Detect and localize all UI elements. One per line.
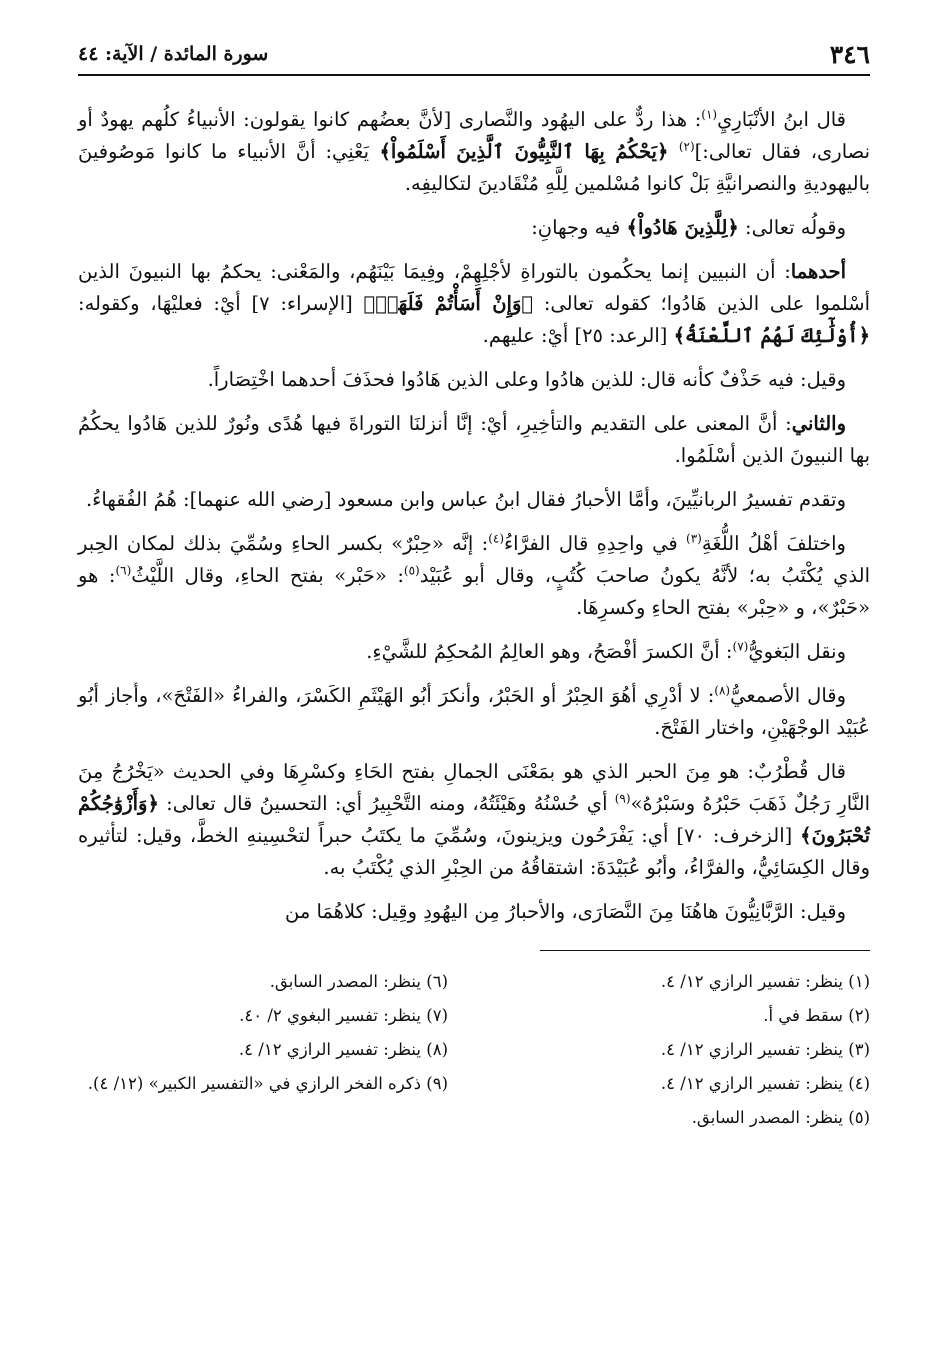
footnotes-right-column	[510, 965, 870, 1135]
paragraph-text: : إنَّه «حِبْرٌ» بكسر الحاءِ وسُمِّيَ بذلك لمكان الحِبر الذي يُكْتَبُ به؛ لأنَّهُ يكونُ صاحبَ كُتُبٍ، وقال أبو عُبَيْد	[78, 532, 870, 587]
page-header	[78, 34, 870, 76]
paragraph-text: وتقدم تفسيرُ الربانيِّينَ، وأمَّا الأحبارُ فقال ابنُ عباس وابن مسعود [رضي الله عنهما]: هُمُ الفُقهاءُ.	[85, 488, 846, 511]
quran-verse: ﴿أُوْلَٰٓئِكَ لَهُمُ ٱللَّعْنَةُ﴾	[673, 324, 870, 347]
footnote-item: (٦) ينظر: المصدر السابق.	[269, 972, 448, 991]
paragraph-text: وقيل: الرَّبَّانِيُّونَ هاهُنَا مِنَ النَّصَارَى، والأحبارُ مِن اليهُودِ وقِيل: كلاهُمَا من	[284, 900, 846, 923]
paragraph	[78, 408, 870, 472]
section-lead: والثاني	[791, 412, 846, 435]
paragraph-text: [الرعد: ٢٥] أيْ: عليهم.	[482, 324, 674, 347]
paragraph-text: فيه وجهانِ:	[531, 216, 627, 239]
paragraph	[78, 104, 870, 200]
footnote-item: (١) ينظر: تفسير الرازي ١٢/ ٤.	[660, 972, 870, 991]
paragraph	[78, 212, 870, 244]
footnote-reference: (٩)	[614, 791, 631, 806]
footnote-reference: (٥)	[403, 563, 420, 578]
footnotes-left-column	[78, 965, 448, 1135]
paragraph	[78, 680, 870, 744]
paragraph	[78, 256, 870, 352]
paragraph	[78, 528, 870, 624]
footnote-reference: (٦)	[115, 563, 132, 578]
footnote-item: (٢) سقط في أ.	[763, 1006, 870, 1025]
paragraph-text: أي حُسْنُهُ وهَيْئَتُهُ، ومنه التَّحْبِيرُ أي: التحسينُ قال تعالى:	[158, 792, 615, 815]
paragraph-text: : أنَّ الكسرَ أفْصَحُ، وهو العالِمُ المُحكِمُ للشَّيْءِ.	[366, 640, 733, 663]
footnote-reference: (٢)	[678, 139, 695, 154]
paragraph-text: : أن النبيين إنما يحكُمون بالتوراةِ لأجْلِهِمْ، وفِيمَا بَيْنَهُم، والمَعْنى: يحكمُ بها النبيونَ الذين أسْلموا على الذين هَادُوا؛ كقوله تعالى:	[78, 260, 870, 315]
paragraph	[78, 364, 870, 396]
paragraph-text: [الإسراء: ٧] أيْ: فعليْهَا، وكقوله:	[78, 292, 364, 315]
footnote-reference: (٨)	[714, 683, 731, 698]
paragraph-text: : هذا ردٌّ على اليهُود والنَّصارى [لأنَّ بعضُهم كانوا يقولون: الأنبياءُ كلُهم يهودٌ أو نصارى، فقال تعالى:]	[78, 108, 871, 163]
footnote-reference: (٤)	[488, 531, 505, 546]
footnote-item: (٨) ينظر: تفسير الرازي ١٢/ ٤.	[238, 1040, 448, 1059]
paragraph-text: يَعْنِي: أنَّ الأنبياء ما كانوا مَوصُوفينَ باليهوديةِ والنصرانيَّةِ بَلْ كانوا مُسْلمين لِلَّهِ مُنْقَادينَ لتكاليفِه.	[78, 140, 870, 195]
paragraph-text: ونقل البَغويُّ	[748, 640, 846, 663]
paragraph	[78, 896, 870, 928]
quran-verse: ﴿وَإِنْ أَسَأْتُمْ فَلَهَاۚ﴾	[363, 292, 534, 315]
quran-verse: ﴿لِلَّذِينَ هَادُواْ﴾	[626, 216, 739, 239]
paragraph-text: واختلفَ أهْلُ اللُّغَةِ	[701, 532, 846, 555]
paragraph-text: في واحِدِهِ قال الفرَّاءُ	[504, 532, 687, 555]
document-page	[78, 34, 870, 1334]
page-number: ٣٤٦	[829, 39, 870, 69]
footnote-divider	[540, 950, 870, 951]
running-head: سورة المائدة / الآية: ٤٤	[78, 43, 269, 65]
paragraph-text: [الزخرف: ٧٠] أي: يَفْرَحُون ويزينونَ، وسُمِّيَ ما يكتَبُ حبراً لتحْسِينهِ الخطَّ، وقيل: لتأثيره وقال الكِسَائِيُّ، والفرَّاءُ، وأبُو عُبَيْدَةَ: اشتقاقُهُ من الحِبْرِ الذي يُكْتَبُ به.	[78, 824, 870, 879]
footnote-reference: (٣)	[686, 531, 702, 546]
paragraph-text: : أنَّ المعنى على التقديم والتأخِيرِ، أيْ: إنَّا أنزلنَا التوراةَ فيها هُدًى ونُورٌ للذين هَادُوا يحكُمُ بها النبيونَ الذين أسْلَمُوا.	[78, 412, 870, 467]
paragraph-text: : هو «حَبْرٌ»، و «حِبْر» بفتح الحاءِ وكسرِهَا.	[78, 564, 870, 619]
footnote-item: (٥) ينظر: المصدر السابق.	[691, 1108, 870, 1127]
quran-verse: ﴿وَأَزْوَٰجُكُمْ تُحْبَرُونَ﴾	[78, 792, 870, 847]
paragraph-text: : «حَبْر» بفتح الحاءِ، وقال اللَّيْثُ	[131, 564, 404, 587]
footnote-item: (٧) ينظر: تفسير البغوي ٢/ ٤٠.	[239, 1006, 448, 1025]
paragraph-text: وقولُه تعالى:	[738, 216, 846, 239]
paragraph-text: : لا أدْرِي أهُوَ الحِبْرُ أو الحَبْرُ، وأنكرَ أبُو الهَيْثَمِ الكَسْرَ، والفراءُ «الفَتْحَ»، وأجاز أبُو عُبَيْد الوجْهَيْنِ، واختار الفَتْحَ.	[78, 684, 870, 739]
footnote-item: (٣) ينظر: تفسير الرازي ١٢/ ٤.	[660, 1040, 870, 1059]
paragraph-text: قال ابنُ الأنْبَارِيِ	[717, 108, 846, 131]
paragraph-text: قال قُطْرُبٌ: هو مِنَ الحبر الذي هو بمَعْنَى الجمالِ بفتح الحَاءِ وكسْرِهَا وفي الحديث «يَخْرُجُ مِنَ النَّارِ رَجُلٌ ذَهَبَ حَبْرُهُ وسَبْرُهُ»	[78, 760, 870, 815]
footnote-reference: (١)	[701, 107, 718, 122]
paragraph	[78, 636, 870, 668]
paragraph-text: وقيل: فيه حَذْفٌ كأنه قال: للذين هادُوا وعلى الذين هَادُوا فحذَفَ أحدهما اخْتِصَاراً.	[207, 368, 846, 391]
main-text	[78, 104, 870, 928]
section-lead: أحدهما	[790, 260, 846, 283]
footnote-item: (٩) ذكره الفخر الرازي في «التفسير الكبير» (١٢/ ٤).	[87, 1074, 448, 1093]
paragraph	[78, 484, 870, 516]
quran-verse: ﴿يَحْكُمُ بِهَا ٱلنَّبِيُّونَ ٱلَّذِينَ أَسْلَمُواْ﴾	[369, 140, 679, 163]
paragraph	[78, 756, 870, 884]
footnote-item: (٤) ينظر: تفسير الرازي ١٢/ ٤.	[660, 1074, 870, 1093]
footnote-reference: (٧)	[732, 639, 749, 654]
paragraph-text: وقال الأصمعيُّ	[730, 684, 846, 707]
footnotes	[78, 965, 870, 1135]
